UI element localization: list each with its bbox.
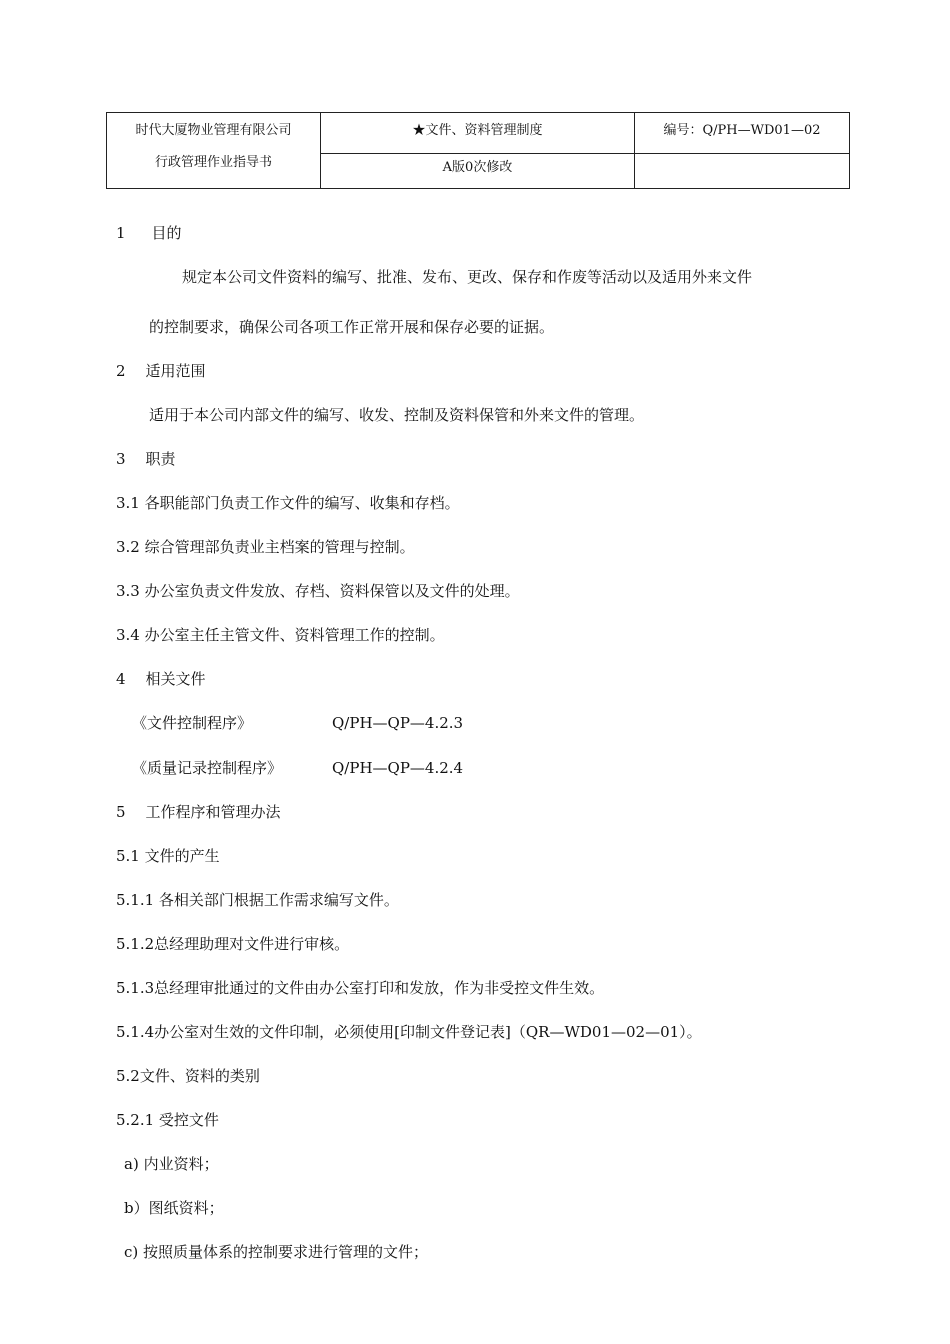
clause: 5.2.1 受控文件	[116, 1111, 219, 1129]
list-item: a) 内业资料；	[124, 1155, 219, 1173]
header-divider	[635, 153, 849, 154]
section-number: 2	[116, 362, 126, 380]
paragraph: 适用于本公司内部文件的编写、收发、控制及资料保管和外来文件的管理。	[149, 406, 645, 424]
reference-title: 《文件控制程序》	[132, 714, 253, 732]
reference-code: Q/PH—QP—4.2.3	[332, 714, 464, 732]
document-code: 编号：Q/PH—WD01—02	[663, 123, 821, 138]
section-number: 5	[116, 803, 126, 821]
clause: 5.1.1 各相关部门根据工作需求编写文件。	[116, 891, 399, 909]
section-number: 3	[116, 450, 126, 468]
section-number: 1	[116, 224, 126, 242]
clause: 3.1 各职能部门负责工作文件的编写、收集和存档。	[116, 494, 460, 512]
section-title: 相关文件	[145, 670, 206, 688]
section-heading	[116, 669, 206, 689]
clause: 3.4 办公室主任主管文件、资料管理工作的控制。	[116, 626, 445, 644]
section-title: 目的	[151, 224, 182, 242]
document-header-table	[106, 112, 850, 189]
section-heading	[116, 223, 182, 243]
section-title: 适用范围	[145, 362, 206, 380]
instruction-book-name: 行政管理作业指导书	[154, 155, 272, 170]
header-company-cell	[107, 113, 321, 189]
section-title: 工作程序和管理办法	[145, 803, 281, 821]
header-code-cell	[635, 113, 850, 189]
section-heading	[116, 802, 281, 822]
clause: 5.1.3总经理审批通过的文件由办公室打印和发放，作为非受控文件生效。	[116, 979, 605, 997]
company-name: 时代大厦物业管理有限公司	[135, 123, 292, 138]
reference-title: 《质量记录控制程序》	[132, 759, 283, 777]
list-item: b）图纸资料；	[124, 1199, 224, 1217]
section-heading	[116, 361, 206, 381]
clause: 3.2 综合管理部负责业主档案的管理与控制。	[116, 538, 415, 556]
clause: 5.1 文件的产生	[116, 847, 220, 865]
paragraph: 规定本公司文件资料的编写、批准、发布、更改、保存和作废等活动以及适用外来文件	[182, 268, 753, 286]
clause: 5.1.4办公室对生效的文件印制，必须使用[印制文件登记表]（QR—WD01—02—01）。	[116, 1023, 702, 1041]
document-title: ★文件、资料管理制度	[412, 123, 543, 138]
header-divider	[321, 153, 634, 154]
clause: 3.3 办公室负责文件发放、存档、资料保管以及文件的处理。	[116, 582, 520, 600]
paragraph: 的控制要求，确保公司各项工作正常开展和保存必要的证据。	[149, 318, 555, 336]
section-heading	[116, 449, 176, 469]
section-number: 4	[116, 670, 126, 688]
list-item: c) 按照质量体系的控制要求进行管理的文件；	[124, 1243, 429, 1261]
clause: 5.2文件、资料的类别	[116, 1067, 260, 1085]
section-title: 职责	[145, 450, 176, 468]
clause: 5.1.2总经理助理对文件进行审核。	[116, 935, 350, 953]
reference-code: Q/PH—QP—4.2.4	[332, 759, 464, 777]
document-version: A版0次修改	[442, 160, 513, 175]
header-title-cell	[321, 113, 635, 189]
